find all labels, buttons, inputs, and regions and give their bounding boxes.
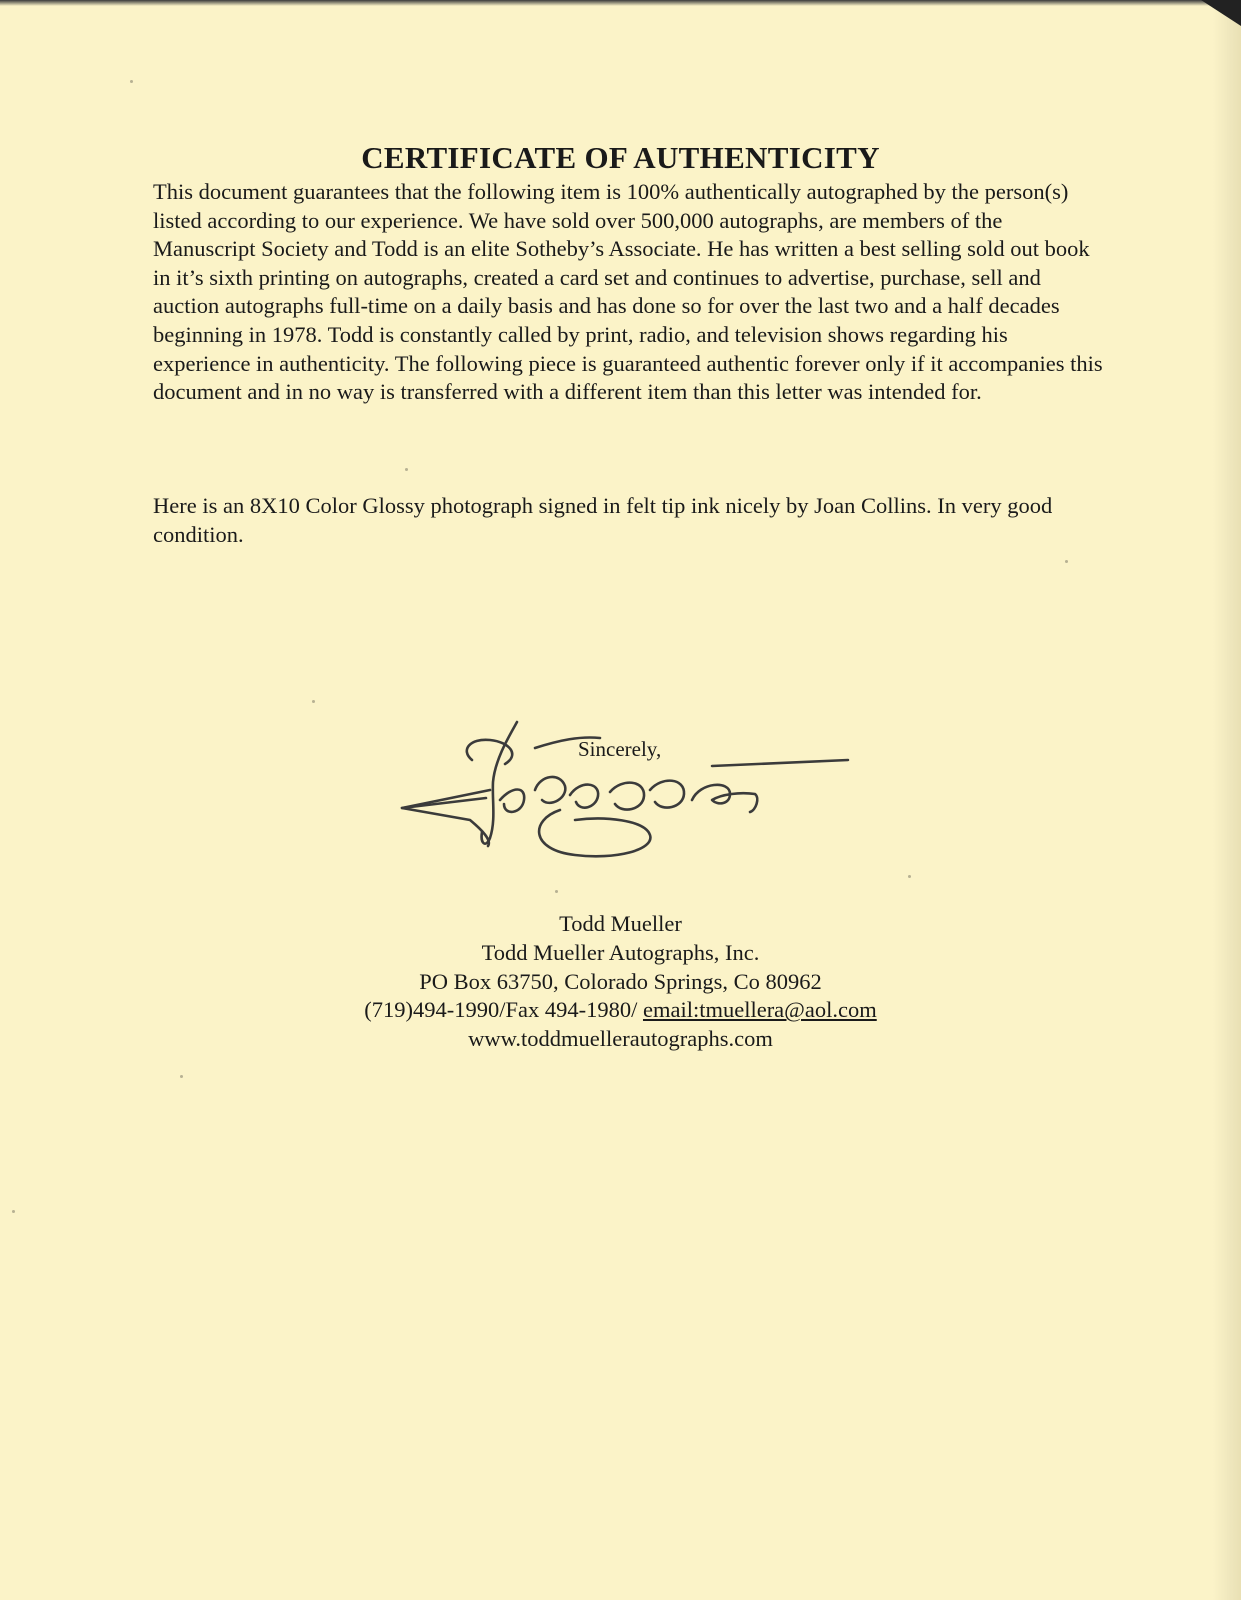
paper-speck (1065, 560, 1068, 563)
company-name: Todd Mueller Autographs, Inc. (481, 939, 760, 965)
paper-speck (130, 80, 133, 83)
website-url: www.toddmuellerautographs.com (468, 1026, 773, 1052)
paper-speck (180, 1075, 183, 1078)
scan-edge-right (1213, 0, 1241, 1600)
paper-speck (405, 468, 408, 471)
phone-fax: (719)494-1990/Fax 494-1980/ (364, 997, 643, 1023)
paper-speck (908, 875, 911, 878)
item-description: Here is an 8X10 Color Glossy photograph signed in felt tip ink nicely by Joan Collins. In very good condition. (153, 493, 1053, 547)
scan-edge-top (0, 0, 1241, 6)
paper-speck (555, 890, 558, 893)
paper-speck (312, 700, 315, 703)
paper-speck (12, 1210, 15, 1213)
phone-email-line (0, 996, 1241, 1025)
guarantee-paragraph: This document guarantees that the following item is 100% authentically autographed by the person(s) listed according to our experience. We have sold over 500,000 autographs, are members of the Manuscript Society and Todd is an elite Sotheby’s Associate. He has written a best selling sold out book in it’s sixth printing on autographs, created a card set and continues to advertise, purchase, sell and auction autographs full-time on a daily basis and has done so for over the last two and a half decades beginning in 1978. Todd is constantly called by print, radio, and television shows regarding his experience in authenticity. The following piece is guaranteed authentic forever only if it accompanies this document and in no way is transferred with a different item than this letter was intended for. (153, 179, 1103, 405)
contact-block (0, 910, 1241, 1054)
certificate-title: CERTIFICATE OF AUTHENTICITY (361, 140, 880, 175)
closing-text: Sincerely, (578, 737, 662, 761)
email-link[interactable]: email:tmuellera@aol.com (642, 997, 877, 1023)
handwritten-signature-icon (400, 720, 870, 880)
postal-address: PO Box 63750, Colorado Springs, Co 80962 (419, 968, 822, 994)
signer-name: Todd Mueller (559, 911, 682, 936)
